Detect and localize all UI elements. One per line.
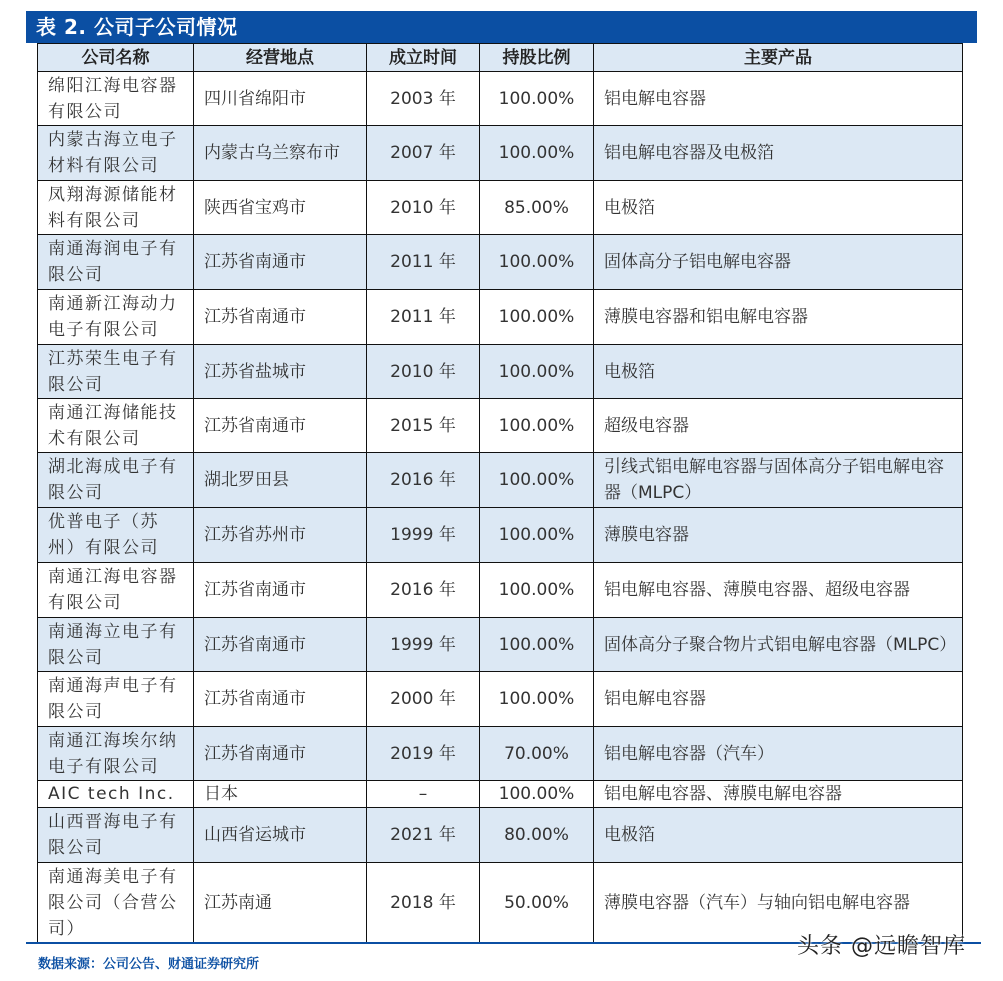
table-row <box>38 399 963 453</box>
cell-founded: 2003 年 <box>367 72 480 126</box>
cell-products: 电极箔 <box>594 345 963 399</box>
cell-founded: 2016 年 <box>367 563 480 618</box>
cell-stake: 100.00% <box>480 672 594 727</box>
cell-founded: 1999 年 <box>367 508 480 563</box>
cell-stake: 100.00% <box>480 399 594 453</box>
cell-stake: 70.00% <box>480 727 594 781</box>
cell-products: 固体高分子聚合物片式铝电解电容器（MLPC） <box>594 618 963 672</box>
cell-products: 薄膜电容器和铝电解电容器 <box>594 290 963 345</box>
cell-company-name: 江苏荣生电子有限公司 <box>38 345 194 399</box>
cell-stake: 100.00% <box>480 290 594 345</box>
cell-company-name: AIC tech Inc. <box>38 781 194 808</box>
cell-founded: 2007 年 <box>367 126 480 181</box>
cell-company-name: 优普电子（苏州）有限公司 <box>38 508 194 563</box>
table-row <box>38 181 963 235</box>
cell-founded: 2011 年 <box>367 290 480 345</box>
cell-products: 电极箔 <box>594 181 963 235</box>
cell-location: 江苏省南通市 <box>194 672 367 727</box>
cell-products: 铝电解电容器及电极箔 <box>594 126 963 181</box>
cell-location: 江苏省盐城市 <box>194 345 367 399</box>
table-row <box>38 808 963 863</box>
cell-founded: 1999 年 <box>367 618 480 672</box>
table-row <box>38 72 963 126</box>
cell-company-name: 绵阳江海电容器有限公司 <box>38 72 194 126</box>
cell-founded: 2016 年 <box>367 453 480 508</box>
cell-products: 铝电解电容器 <box>594 72 963 126</box>
cell-location: 内蒙古乌兰察布市 <box>194 126 367 181</box>
header-company-name: 公司名称 <box>38 44 194 72</box>
cell-company-name: 湖北海成电子有限公司 <box>38 453 194 508</box>
cell-company-name: 南通海立电子有限公司 <box>38 618 194 672</box>
table-row <box>38 235 963 290</box>
table-row <box>38 290 963 345</box>
table-row <box>38 672 963 727</box>
table-title: 表 2. 公司子公司情况 <box>26 11 977 43</box>
cell-location: 江苏省南通市 <box>194 727 367 781</box>
cell-stake: 85.00% <box>480 181 594 235</box>
cell-stake: 50.00% <box>480 863 594 944</box>
cell-location: 山西省运城市 <box>194 808 367 863</box>
cell-stake: 100.00% <box>480 72 594 126</box>
cell-company-name: 南通海美电子有限公司（合营公司） <box>38 863 194 944</box>
cell-stake: 100.00% <box>480 453 594 508</box>
table-row <box>38 727 963 781</box>
cell-location: 陕西省宝鸡市 <box>194 181 367 235</box>
header-location: 经营地点 <box>194 44 367 72</box>
cell-products: 超级电容器 <box>594 399 963 453</box>
cell-founded: 2021 年 <box>367 808 480 863</box>
cell-stake: 100.00% <box>480 345 594 399</box>
cell-location: 江苏南通 <box>194 863 367 944</box>
cell-company-name: 南通海润电子有限公司 <box>38 235 194 290</box>
subsidiaries-table <box>37 43 963 944</box>
header-founded: 成立时间 <box>367 44 480 72</box>
cell-founded: 2010 年 <box>367 345 480 399</box>
cell-company-name: 南通新江海动力电子有限公司 <box>38 290 194 345</box>
cell-company-name: 南通江海电容器有限公司 <box>38 563 194 618</box>
cell-stake: 80.00% <box>480 808 594 863</box>
cell-founded: 2018 年 <box>367 863 480 944</box>
cell-location: 江苏省南通市 <box>194 618 367 672</box>
cell-founded: 2000 年 <box>367 672 480 727</box>
cell-location: 江苏省苏州市 <box>194 508 367 563</box>
cell-founded: 2019 年 <box>367 727 480 781</box>
cell-products: 电极箔 <box>594 808 963 863</box>
cell-products: 铝电解电容器、薄膜电解电容器 <box>594 781 963 808</box>
cell-products: 薄膜电容器（汽车）与轴向铝电解电容器 <box>594 863 963 944</box>
watermark: 头条 @远瞻智库 <box>797 934 966 959</box>
cell-stake: 100.00% <box>480 618 594 672</box>
cell-company-name: 南通海声电子有限公司 <box>38 672 194 727</box>
cell-stake: 100.00% <box>480 781 594 808</box>
table-header-row <box>38 44 963 72</box>
cell-location: 江苏省南通市 <box>194 399 367 453</box>
cell-company-name: 南通江海储能技术有限公司 <box>38 399 194 453</box>
cell-products: 薄膜电容器 <box>594 508 963 563</box>
cell-founded: 2011 年 <box>367 235 480 290</box>
table-row <box>38 781 963 808</box>
table-row <box>38 618 963 672</box>
header-products: 主要产品 <box>594 44 963 72</box>
cell-founded: – <box>367 781 480 808</box>
cell-products: 铝电解电容器（汽车） <box>594 727 963 781</box>
cell-company-name: 内蒙古海立电子材料有限公司 <box>38 126 194 181</box>
table-row <box>38 126 963 181</box>
table-row <box>38 345 963 399</box>
header-stake: 持股比例 <box>480 44 594 72</box>
source-note: 数据来源：公司公告、财通证券研究所 <box>38 957 260 972</box>
table-row <box>38 508 963 563</box>
cell-founded: 2015 年 <box>367 399 480 453</box>
cell-company-name: 山西晋海电子有限公司 <box>38 808 194 863</box>
cell-stake: 100.00% <box>480 126 594 181</box>
cell-products: 固体高分子铝电解电容器 <box>594 235 963 290</box>
cell-stake: 100.00% <box>480 508 594 563</box>
cell-products: 铝电解电容器 <box>594 672 963 727</box>
cell-location: 江苏省南通市 <box>194 235 367 290</box>
cell-location: 江苏省南通市 <box>194 290 367 345</box>
cell-location: 湖北罗田县 <box>194 453 367 508</box>
cell-company-name: 南通江海埃尔纳电子有限公司 <box>38 727 194 781</box>
table-row <box>38 453 963 508</box>
cell-founded: 2010 年 <box>367 181 480 235</box>
cell-stake: 100.00% <box>480 563 594 618</box>
cell-company-name: 凤翔海源储能材料有限公司 <box>38 181 194 235</box>
cell-products: 铝电解电容器、薄膜电容器、超级电容器 <box>594 563 963 618</box>
table-row <box>38 563 963 618</box>
cell-stake: 100.00% <box>480 235 594 290</box>
cell-location: 日本 <box>194 781 367 808</box>
cell-location: 江苏省南通市 <box>194 563 367 618</box>
cell-location: 四川省绵阳市 <box>194 72 367 126</box>
cell-products: 引线式铝电解电容器与固体高分子铝电解电容器（MLPC） <box>594 453 963 508</box>
